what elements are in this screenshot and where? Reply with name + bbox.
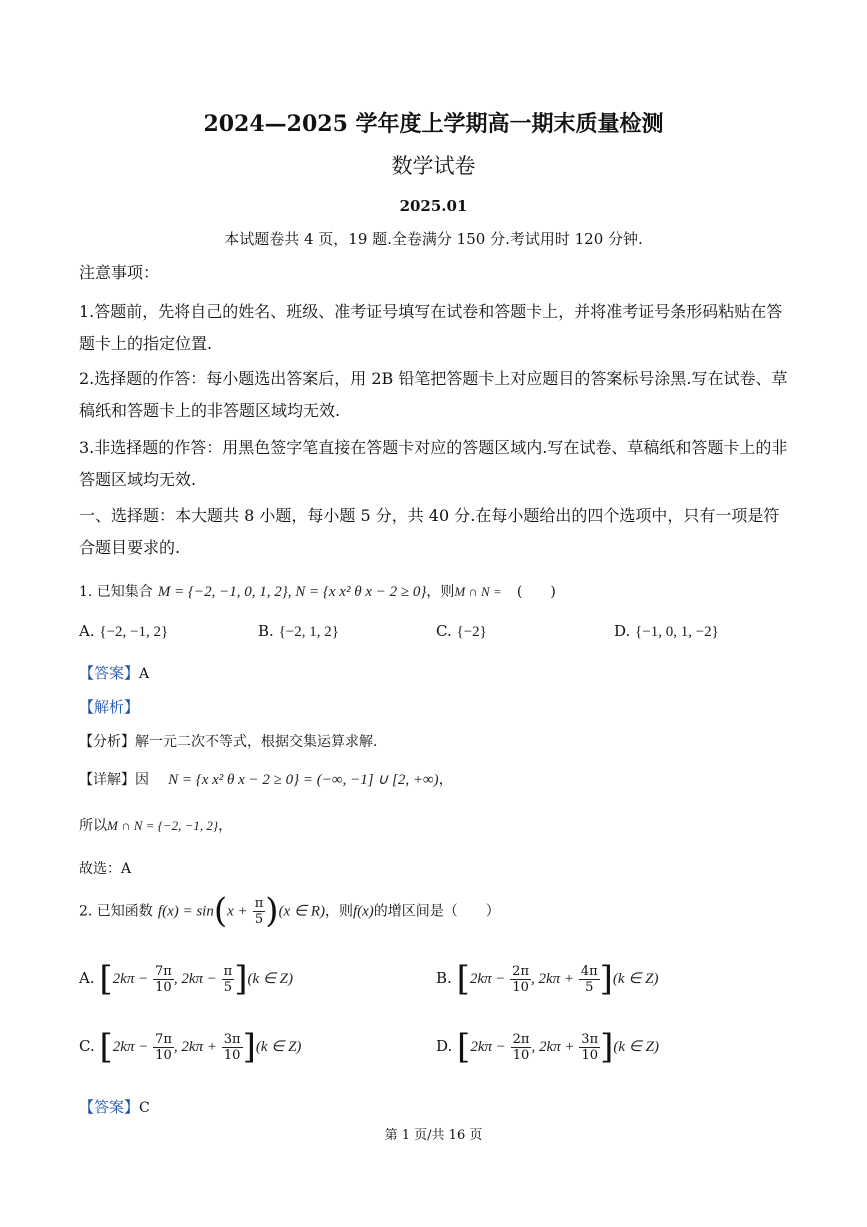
exam-info: 本试题卷共 4 页，19 题.全卷满分 150 分.考试用时 120 分钟. [224,230,643,248]
section-heading: 一、选择题：本大题共 8 小题，每小题 5 分，共 40 分.在每小题给出的四个选项中，只有一项是符合题目要求的. [79,506,780,557]
q1-answer-tag: 【答案】 [79,664,140,682]
q2-mid: ，则 [324,903,353,920]
q1-option-d-label: D. [614,622,631,640]
notice-heading: 注意事项： [79,263,160,282]
notice-item-3: 3.非选择题的作答：用黑色签字笔直接在答题卡对应的答题区域内.写在试卷、草稿纸和答题卡上的非答题区域均无效. [79,438,788,489]
q2-answer [79,1096,150,1119]
q1-so-math: M ∩ N = {−2, −1, 2} [107,818,219,833]
q1-explain [79,696,139,718]
q2-close-paren: ) [265,891,279,931]
q2-option-d-frac1-den: 10 [512,1047,530,1063]
exam-title: 2024—2025 学年度上学期高一期末质量检测 [203,111,664,137]
q2-option-c-term1: 2kπ − [112,1039,149,1055]
question-1-stem [79,580,556,603]
q2-func-lhs: f(x) = sin [157,903,214,920]
q1-detail-math: N = {x x² θ x − 2 ≥ 0} = (−∞, −1] ∪ [2, +∞) [168,772,439,788]
q2-fx: f(x) [352,903,374,920]
q1-answer-value: A [139,666,150,682]
q1-option-b-value: {−2, 1, 2} [278,624,339,640]
q2-option-c-tail: (k ∈ Z) [255,1039,302,1055]
q2-open-paren: ( [213,891,228,931]
q2-option-b [436,959,659,999]
q2-option-d-lbracket: [ [457,1027,471,1067]
q1-analysis-tag: 【分析】 [79,734,135,750]
q1-detail-prefix: 因 [135,772,149,788]
q1-option-c-value: {−2} [456,624,487,640]
q2-option-b-frac2 [579,964,600,995]
page-footer: 第 1 页/共 16 页 [384,1128,483,1143]
q1-option-a-label: A. [79,622,95,640]
q2-option-c-rbracket: ] [242,1027,256,1067]
q2-option-b-frac2-den: 5 [585,979,594,995]
q2-option-a [79,959,294,999]
q2-option-c-frac1-num: 7π [155,1031,172,1047]
q1-set-m: M = {−2, −1, 0, 1, 2} [157,584,288,600]
q1-detail [79,768,453,791]
q2-suffix: 的增区间是（ ） [373,903,500,920]
q1-paren: ( ) [516,584,556,600]
q2-answer-value: C [139,1100,150,1116]
q1-option-c [436,622,487,641]
q2-option-a-frac2-num: π [223,963,233,979]
q2-option-d-term2: , 2kπ + [531,1039,575,1055]
q1-explain-tag: 【解析】 [79,698,140,716]
question-2-stem [79,891,500,931]
q2-option-c-frac2 [222,1032,243,1063]
q1-so-comma: ， [218,818,233,834]
q2-option-c-lbracket: [ [99,1027,113,1067]
q2-domain: (x ∈ R) [278,903,325,920]
q1-set-n: , N = {x x² θ x − 2 ≥ 0} [287,584,427,600]
q2-option-d-term1: 2kπ − [470,1039,506,1055]
q2-option-d [436,1027,659,1067]
q2-fraction [253,896,266,927]
q2-option-b-label: B. [436,969,452,987]
q2-option-b-rbracket: ] [599,959,613,999]
q1-option-c-label: C. [436,622,452,640]
q2-option-b-term2: , 2kπ + [531,971,575,987]
q2-frac-num: π [254,895,264,911]
q1-choose [79,857,131,880]
q2-option-d-frac1-num: 2π [512,1031,530,1047]
q2-option-a-frac1 [153,964,174,995]
q1-option-b [258,622,339,641]
q2-option-d-rbracket: ] [600,1027,614,1067]
q2-option-c-frac1-den: 10 [155,1047,172,1063]
q1-option-d [614,622,719,641]
q2-option-b-tail: (k ∈ Z) [612,971,659,987]
q1-detail-comma: ， [438,772,453,788]
q2-option-b-lbracket: [ [456,959,470,999]
q1-choose-text: 故选：A [79,861,132,877]
q2-option-a-term1: 2kπ − [112,971,149,987]
q1-so [79,814,232,837]
q2-option-c-label: C. [79,1037,95,1055]
q2-option-c-term2: , 2kπ + [173,1039,217,1055]
q2-option-a-term2: , 2kπ − [173,971,217,987]
q2-option-a-lbracket: [ [99,959,113,999]
q1-suffix: ，则 [426,584,455,600]
q1-so-prefix: 所以 [79,818,107,834]
q2-option-b-frac1-num: 2π [512,963,529,979]
q2-option-a-frac2-den: 5 [223,979,233,995]
q1-analysis [79,730,377,753]
q1-prefix: 1. 已知集合 [79,584,153,600]
q2-option-b-frac1 [510,964,531,995]
q2-option-a-rbracket: ] [234,959,248,999]
q2-option-d-frac1 [511,1032,532,1063]
q2-option-a-label: A. [79,969,95,987]
q1-answer [79,662,149,685]
q2-option-d-frac2 [579,1032,600,1063]
q2-answer-tag: 【答案】 [79,1098,140,1116]
q2-option-b-frac1-den: 10 [512,979,529,995]
q2-option-c-frac2-num: 3π [223,1031,241,1047]
q2-func-x: x + [227,903,248,920]
q2-option-b-frac2-num: 4π [580,963,598,979]
q1-option-a [79,622,168,641]
exam-subtitle: 数学试卷 [391,154,476,178]
notice-item-1: 1.答题前，先将自己的姓名、班级、准考证号填写在试卷和答题卡上，并将准考证号条形码粘贴在答题卡上的指定位置. [79,302,783,353]
q2-option-c-frac2-den: 10 [223,1047,241,1063]
q1-analysis-text: 解一元二次不等式，根据交集运算求解. [135,734,378,750]
q2-option-c [79,1027,302,1067]
exam-date: 2025.01 [399,197,468,215]
notice-item-2: 2.选择题的作答：每小题选出答案后，用 2B 铅笔把答题卡上对应题目的答案标号涂黑.写在试卷、草稿纸和答题卡上的非答题区域均无效. [79,369,788,420]
q2-option-a-frac1-num: 7π [154,963,172,979]
q2-prefix: 2. 已知函数 [79,903,153,920]
q2-option-a-frac2 [222,964,235,995]
q1-option-d-value: {−1, 0, 1, −2} [635,624,719,640]
q1-option-a-value: {−2, −1, 2} [99,624,169,640]
q2-option-c-frac1 [153,1032,174,1063]
q2-option-d-label: D. [436,1037,453,1055]
q1-detail-tag: 【详解】 [79,772,135,788]
q1-intersect: M ∩ N = [454,584,502,599]
q2-option-d-tail: (k ∈ Z) [613,1039,659,1055]
q1-option-b-label: B. [258,622,274,640]
q2-frac-den: 5 [254,911,264,927]
q2-option-b-term1: 2kπ − [469,971,506,987]
q2-option-a-tail: (k ∈ Z) [247,971,294,987]
q2-option-d-frac2-den: 10 [581,1047,598,1063]
q2-option-a-frac1-den: 10 [155,979,172,995]
q2-option-d-frac2-num: 3π [581,1031,599,1047]
